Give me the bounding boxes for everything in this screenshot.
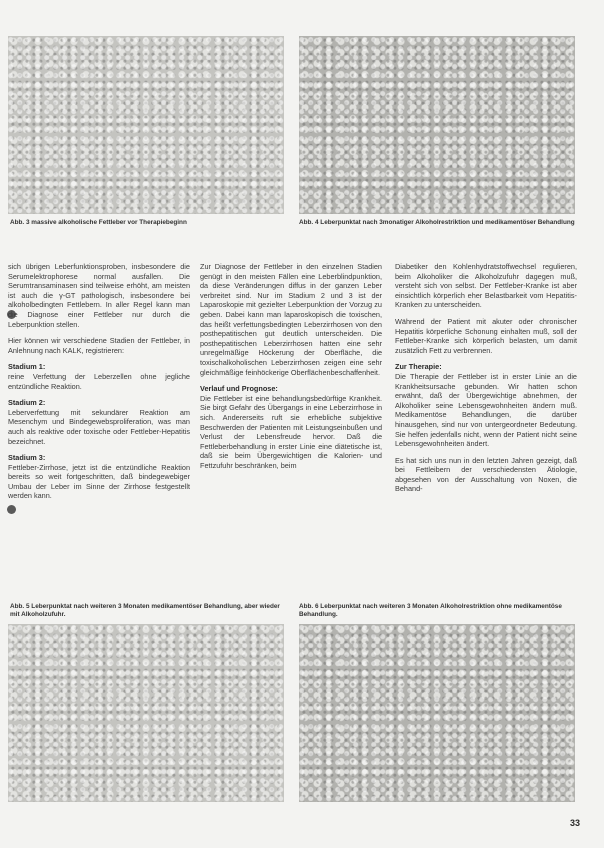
caption-abb-3: Abb. 3 massive alkoholische Fettleber vor Therapiebeginn [10, 219, 187, 226]
text-column-2 [200, 262, 382, 477]
paragraph: Es hat sich uns nun in den letzten Jahren gezeigt, daß bei Fettleibern der verschiedensten Ätiologie, abgesehen von der Ausschaltung von Noxen, die Behand- [395, 455, 577, 494]
paragraph: Leberverfettung mit sekundärer Reaktion am Mesenchym und Bindegewebsproliferation, was man auch als reaktive oder toxische oder Fettleber-Hepatitis bezeichnet. [8, 407, 190, 446]
caption-abb-5: Abb. 5 Leberpunktat nach weiteren 3 Monaten medikamentöser Behandlung, aber wieder mit Alkoholzufuhr. [10, 603, 280, 618]
section-heading: Verlauf und Prognose: [200, 384, 278, 394]
text-column-1 [8, 262, 190, 508]
micrograph-abb-4 [299, 36, 575, 214]
text-column-3 [395, 262, 577, 501]
micrograph-abb-5 [8, 624, 284, 802]
subheading: Stadium 2: [8, 398, 46, 408]
paragraph: Während der Patient mit akuter oder chronischer Hepatitis körperliche Schonung einhalten muß, soll der Fettleber-Kranke sich körperlich belasten, um damit zusätzlich Fett zu verbrennen. [395, 316, 577, 355]
micrograph-abb-6 [299, 624, 575, 802]
paragraph: Die Therapie der Fettleber ist in erster Linie an die Krankheitsursache gebunden. Wir hatten schon erwähnt, daß der Übergewichtige abnehmen, der Alkoholiker seine Lebensgewohnheiten ändern muß. Medikamentöse Behandlungen, die darüber hinausgehen, sind nur von untergeordneter Bedeutung. Sie helfen jedenfalls nicht, wenn der Patient nicht seine Lebensgewohnheiten ändert. [395, 371, 577, 449]
paragraph: Diabetiker den Kohlenhydratstoffwechsel regulieren, beim Alkoholiker die Alkoholzufuhr dagegen muß, versteht sich von selbst. Der Fettleber-Kranke ist aber einsichtlich körperlich eher Belastbarkeit vom Hepatitis-Kranken zu unterscheiden. [395, 262, 577, 310]
subheading: Stadium 3: [8, 453, 46, 463]
caption-abb-6: Abb. 6 Leberpunktat nach weiteren 3 Monaten Alkoholrestriktion ohne medikamentöse Behandlung. [299, 603, 562, 618]
paragraph: Fettleber-Zirrhose, jetzt ist die entzündliche Reaktion bereits so weit fortgeschritten, daß bindegewebiger Umbau der Leber im Sinne der Zirrhose festgestellt werden kann. [8, 462, 190, 501]
subheading: Stadium 1: [8, 362, 46, 372]
paragraph: reine Verfettung der Leberzellen ohne jegliche entzündliche Reaktion. [8, 371, 190, 391]
micrograph-abb-3 [8, 36, 284, 214]
paragraph: Zur Diagnose der Fettleber in den einzelnen Stadien genügt in den meisten Fällen eine Leberblindpunktion, da diese Veränderungen diffus in der ganzen Leber verbreitet sind. Nur im Stadium 2 und 3 ist der Laparoskopie mit gezielter Leberpunktion der Vorzug zu geben. Dabei kann man laparoskopisch die toxischen, das heißt verfettungsbedingten Leberzirrhosen von den posthepatitischen gut deutlich unterscheiden. Die posthepatitischen Leberzirrhosen hatten eine sehr unregelmäßige Höckerung der Oberfläche, die toxischalkoholischen Leberzirrhosen zeigen eine sehr gleichmäßige feinhöckerige Oberflächenbeschaffenheit. [200, 262, 382, 377]
paragraph: sich übrigen Leberfunktionsproben, insbesondere die Serumelektrophorese normal ausfallen. Die Serumtransaminasen sind teilweise erhöht, am meisten ist auch die γ-GT pathologisch, insbesondere bei alkoholbedingten Fettlebern. In aller Regel kann man die Diagnose einer Fettleber nur durch die Leberpunktion stellen. [8, 262, 190, 329]
paragraph: Die Fettleber ist eine behandlungsbedürftige Krankheit. Sie birgt Gefahr des Übergangs in eine Leberzirrhose in sich. Andererseits ruft sie erhebliche subjektive Beschwerden der Patienten mit Leistungseinbußen und Verlust der Lebensfreude hervor. Daß die Fettleberbehandlung in erster Linie eine diätetische ist, daß sie beim Übergewichtigen die Kalorien- und Fettzufuhr beschränken, beim [200, 393, 382, 470]
page-number: 33 [569, 818, 580, 828]
section-heading: Zur Therapie: [395, 362, 442, 372]
paragraph: Hier können wir verschiedene Stadien der Fettleber, in Anlehnung nach KALK, registrieren: [8, 336, 190, 355]
caption-abb-4: Abb. 4 Leberpunktat nach 3monatiger Alkoholrestriktion und medikamentöser Behandlung [299, 219, 575, 226]
